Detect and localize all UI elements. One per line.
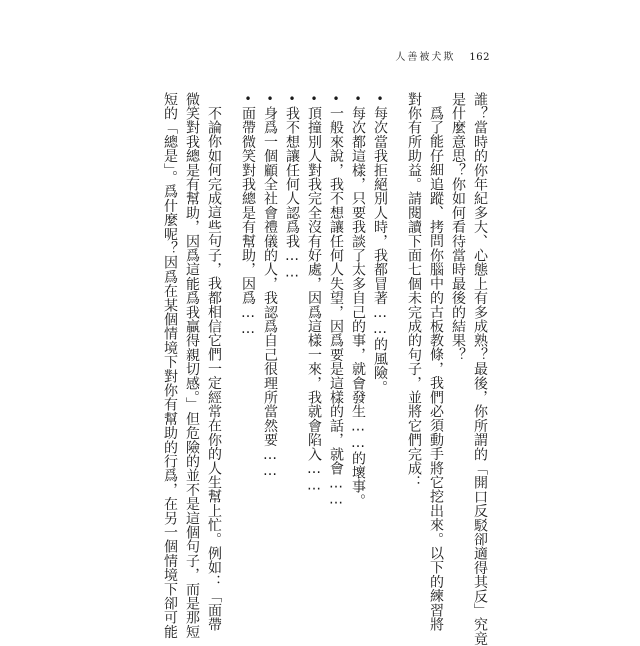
paragraph-line: 不論你如何完成這些句子，我都相信它們一定經常在你的人生幫上忙。例如：「面帶 — [206, 106, 222, 632]
running-title: 人善被犬欺 — [395, 52, 456, 63]
paragraph-line: 短的「總是」。爲什麼呢？因爲在某個情境下對你有幫助的行爲，在另一個情境下卻可能 — [162, 92, 178, 639]
bullet-text: 每次當我拒絕別人時，我都冒著……的風險。 — [372, 106, 388, 395]
page-number: 162 — [469, 52, 490, 63]
running-header — [395, 48, 490, 63]
bullet-item — [370, 92, 390, 604]
bullet-text: 身爲一個顧全社會禮儀的人，我認爲自己很理所當然要…… — [262, 106, 278, 480]
paragraph-line: 爲了能仔細追蹤、拷問你腦中的古板教條，我們必須動手將它挖出來。以下的練習將 — [428, 106, 444, 632]
bullet-item — [348, 92, 368, 604]
paragraph-line: 是什麼意思？你如何看待當時最後的結果？ — [450, 92, 466, 362]
bullet-text: 每次都這樣，只要我談了太多自己的事，就會發生……的壞事。 — [350, 106, 366, 508]
bullet-text: 面帶微笑對我總是有幫助，因爲…… — [240, 106, 256, 338]
paragraph-line: 誰？當時的你年紀多大、心態上有多成熟？最後，你所謂的「開口反駁卻適得其反」究竟 — [472, 92, 488, 646]
bullet-text: 一般來說，我不想讓任何人失望，因爲要是這樣的話，就會…… — [328, 106, 344, 508]
bullet-dot: • — [373, 92, 387, 107]
paragraph-line: 微笑對我總是有幫助，因爲這能爲我贏得親切感。」但危險的並不是這個句子，而是那短 — [184, 92, 200, 639]
bullet-dot: • — [241, 92, 255, 107]
bullet-dot: • — [307, 92, 321, 107]
bullet-dot: • — [329, 92, 343, 107]
bullet-dot: • — [351, 92, 365, 107]
bullet-item — [282, 92, 302, 604]
vertical-body-text — [158, 92, 490, 646]
bullet-text: 頂撞別人對我完全沒有好處，因爲這樣一來，我就會陷入…… — [306, 106, 322, 494]
bullet-item — [304, 92, 324, 604]
bullet-dot: • — [263, 92, 277, 107]
paragraph-line: 對你有所助益。請閱讀下面七個未完成的句子，並將它們完成： — [406, 92, 422, 490]
bullet-item — [326, 92, 346, 604]
bullet-text: 我不想讓任何人認爲我…… — [284, 106, 300, 281]
bullet-item — [260, 92, 280, 604]
bullet-item — [238, 92, 258, 604]
bullet-dot: • — [285, 92, 299, 107]
